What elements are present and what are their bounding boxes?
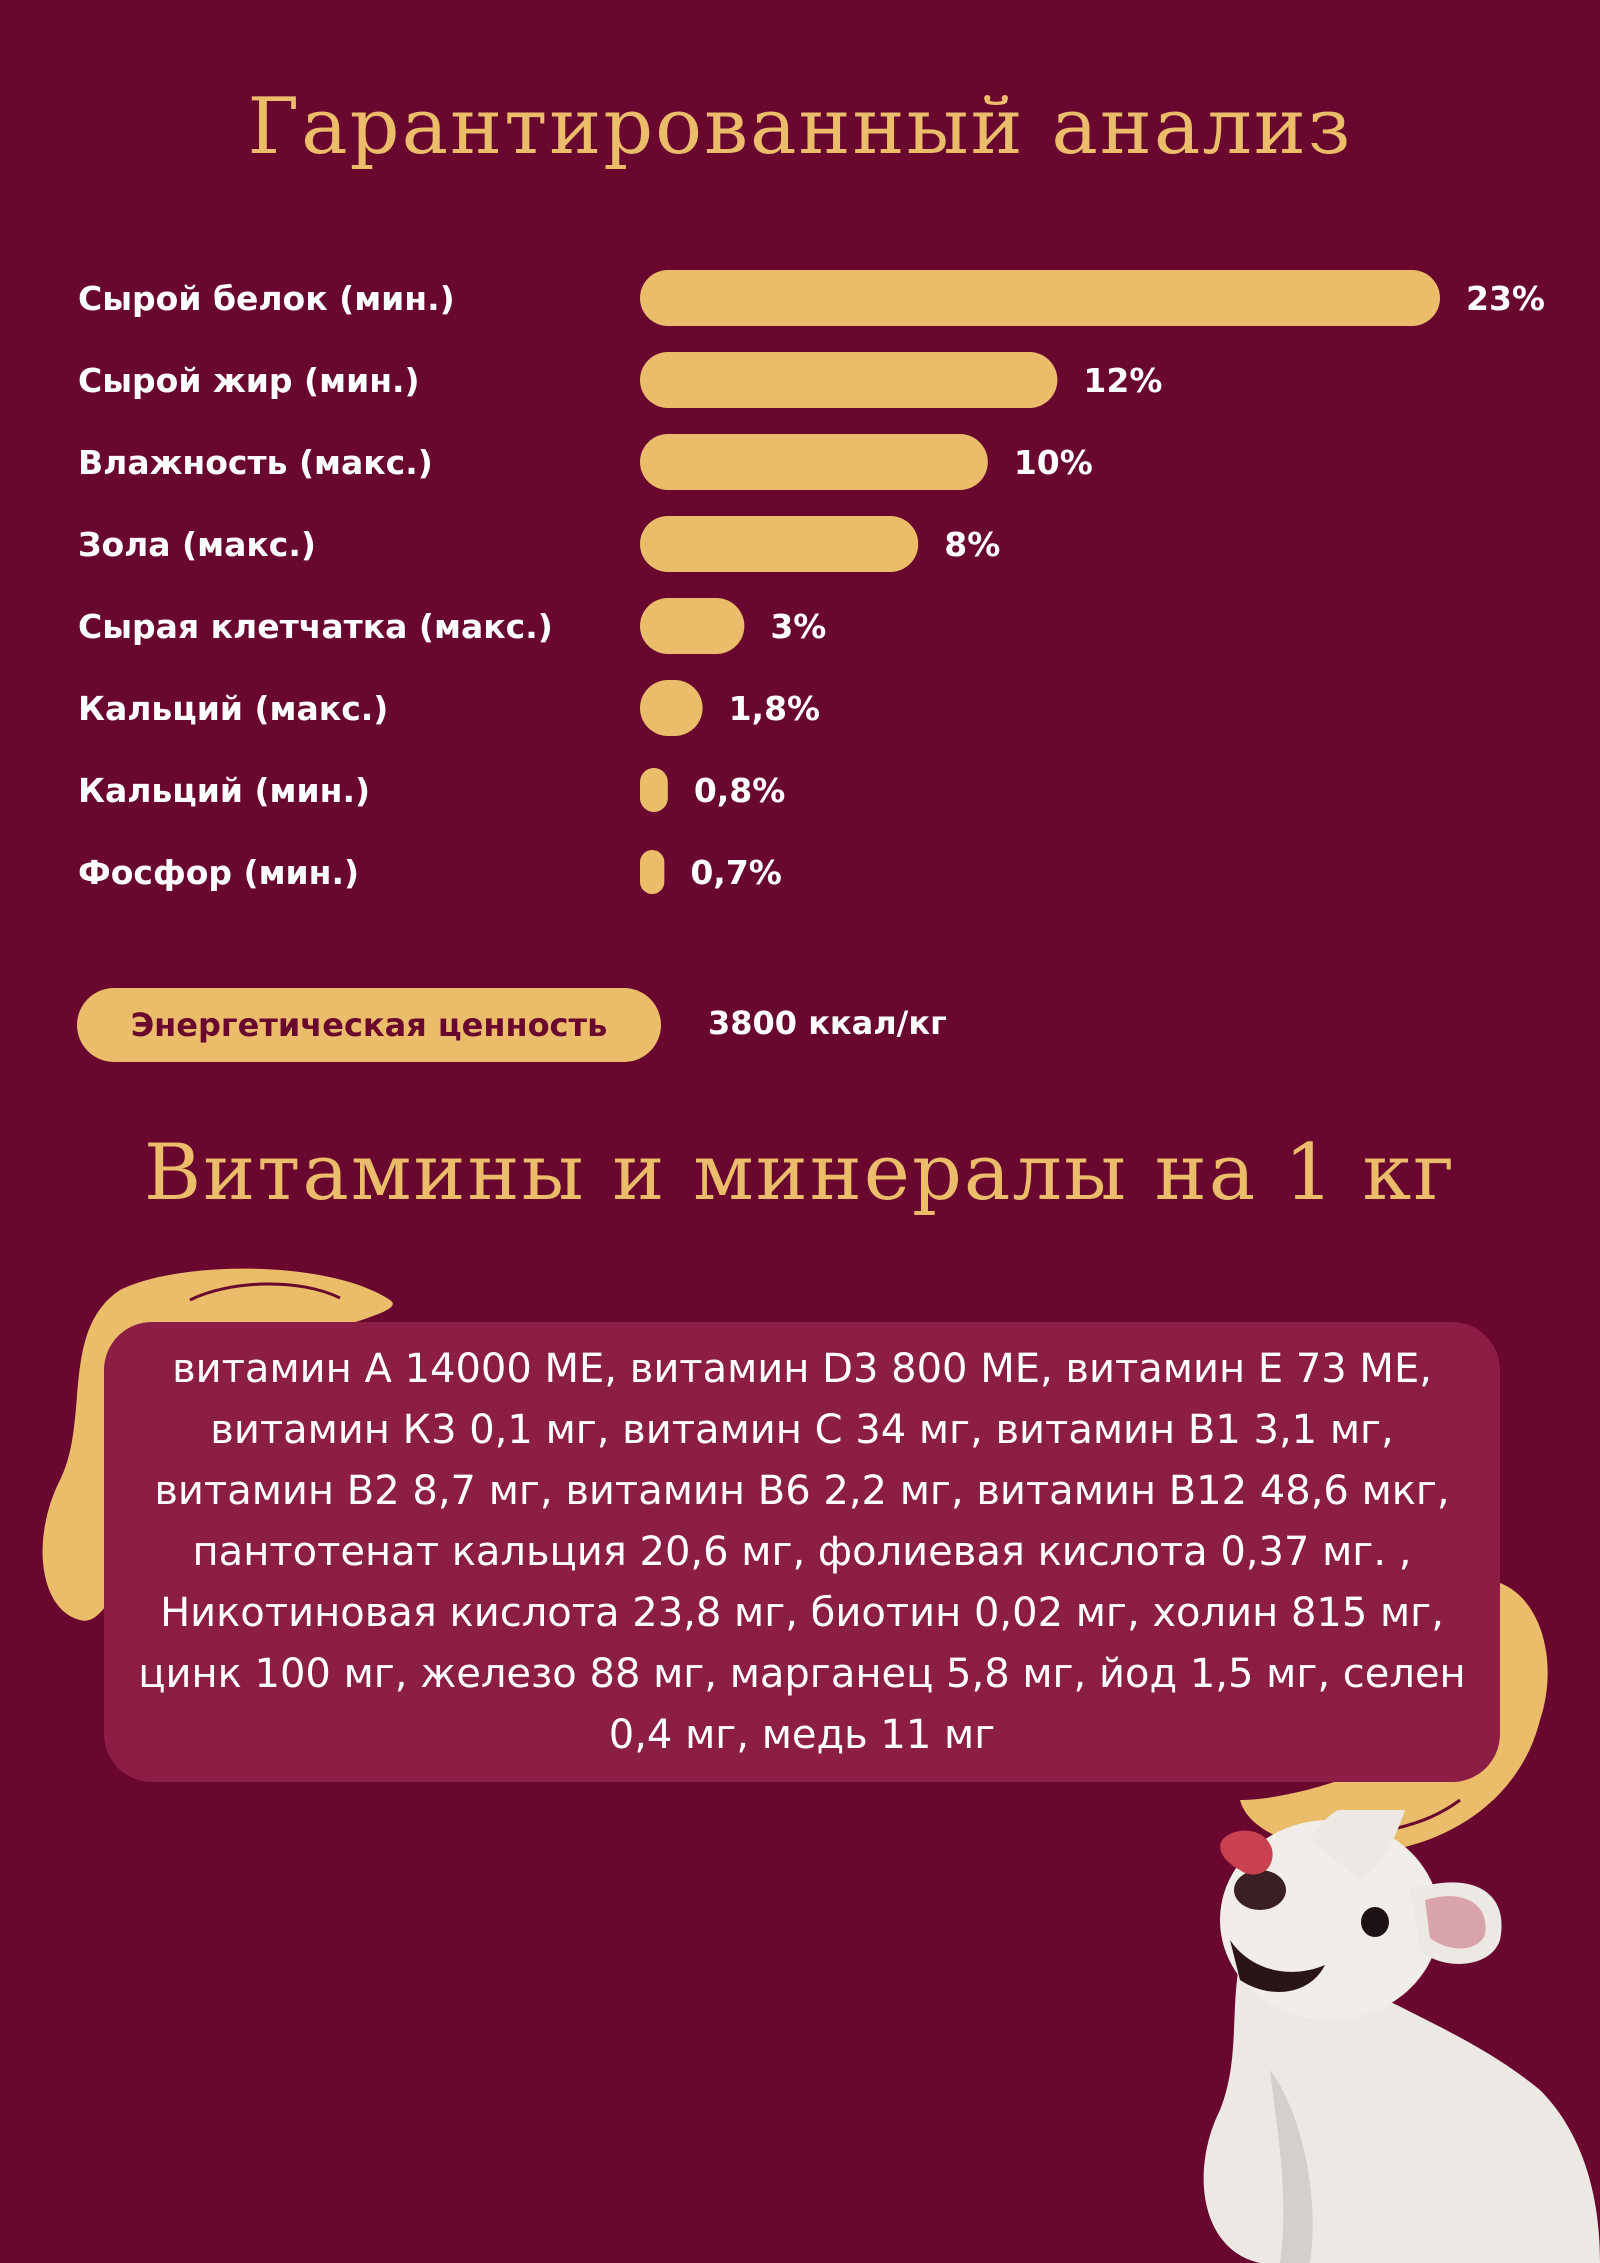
- category-label: Сырой белок (мин.): [78, 279, 455, 318]
- energy-value: 3800 ккал/кг: [708, 1004, 947, 1042]
- value-label: 8%: [944, 525, 1001, 564]
- category-label: Кальций (макс.): [78, 689, 389, 728]
- category-label: Сырая клетчатка (макс.): [78, 607, 553, 646]
- category-label: Зола (макс.): [78, 525, 316, 564]
- vitamins-box: [104, 1322, 1500, 1782]
- value-label: 3%: [770, 607, 827, 646]
- energy-label: Энергетическая ценность: [130, 1006, 608, 1044]
- analysis-bar-chart: [0, 250, 1600, 930]
- vitamins-text: витамин А 14000 МЕ, витамин D3 800 МЕ, витамин Е 73 МЕ, витамин К3 0,1 мг, витамин С 34 мг, витамин В1 3,1 мг, витамин В2 8,7 мг, витамин В6 2,2 мг, витамин В12 48,6 мкг, пантотенат кальция 20,6 мг, фолиевая кислота 0,37 мг. , Никотиновая кислота 23,8 мг, биотин 0,02 мг, холин 815 мг, цинк 100 мг, железо 88 мг, марганец 5,8 мг, йод 1,5 мг, селен 0,4 мг, медь 11 мг: [138, 1345, 1466, 1758]
- category-label: Влажность (макс.): [78, 443, 433, 482]
- value-label: 0,8%: [693, 771, 786, 810]
- bar: [640, 768, 668, 812]
- value-label: 12%: [1083, 361, 1163, 400]
- analysis-title: Гарантированный анализ: [247, 82, 1353, 172]
- value-label: 10%: [1013, 443, 1093, 482]
- energy-label-badge: [77, 988, 661, 1062]
- bar: [640, 434, 988, 490]
- dog-photo: [1180, 1810, 1600, 2263]
- bar: [640, 598, 744, 654]
- dog-eye: [1361, 1907, 1389, 1937]
- dog-tongue: [1220, 1831, 1272, 1875]
- dog-nose: [1234, 1870, 1286, 1910]
- value-label: 1,8%: [728, 689, 821, 728]
- value-label: 23%: [1466, 279, 1545, 318]
- bar: [640, 680, 703, 736]
- category-label: Кальций (мин.): [78, 771, 371, 810]
- bar: [640, 352, 1057, 408]
- category-label: Фосфор (мин.): [78, 853, 360, 892]
- bar: [640, 270, 1440, 326]
- bar: [640, 516, 918, 572]
- category-label: Сырой жир (мин.): [78, 361, 420, 400]
- bar: [640, 850, 664, 894]
- vitamins-title: Витамины и минералы на 1 кг: [143, 1128, 1457, 1218]
- value-label: 0,7%: [690, 853, 782, 892]
